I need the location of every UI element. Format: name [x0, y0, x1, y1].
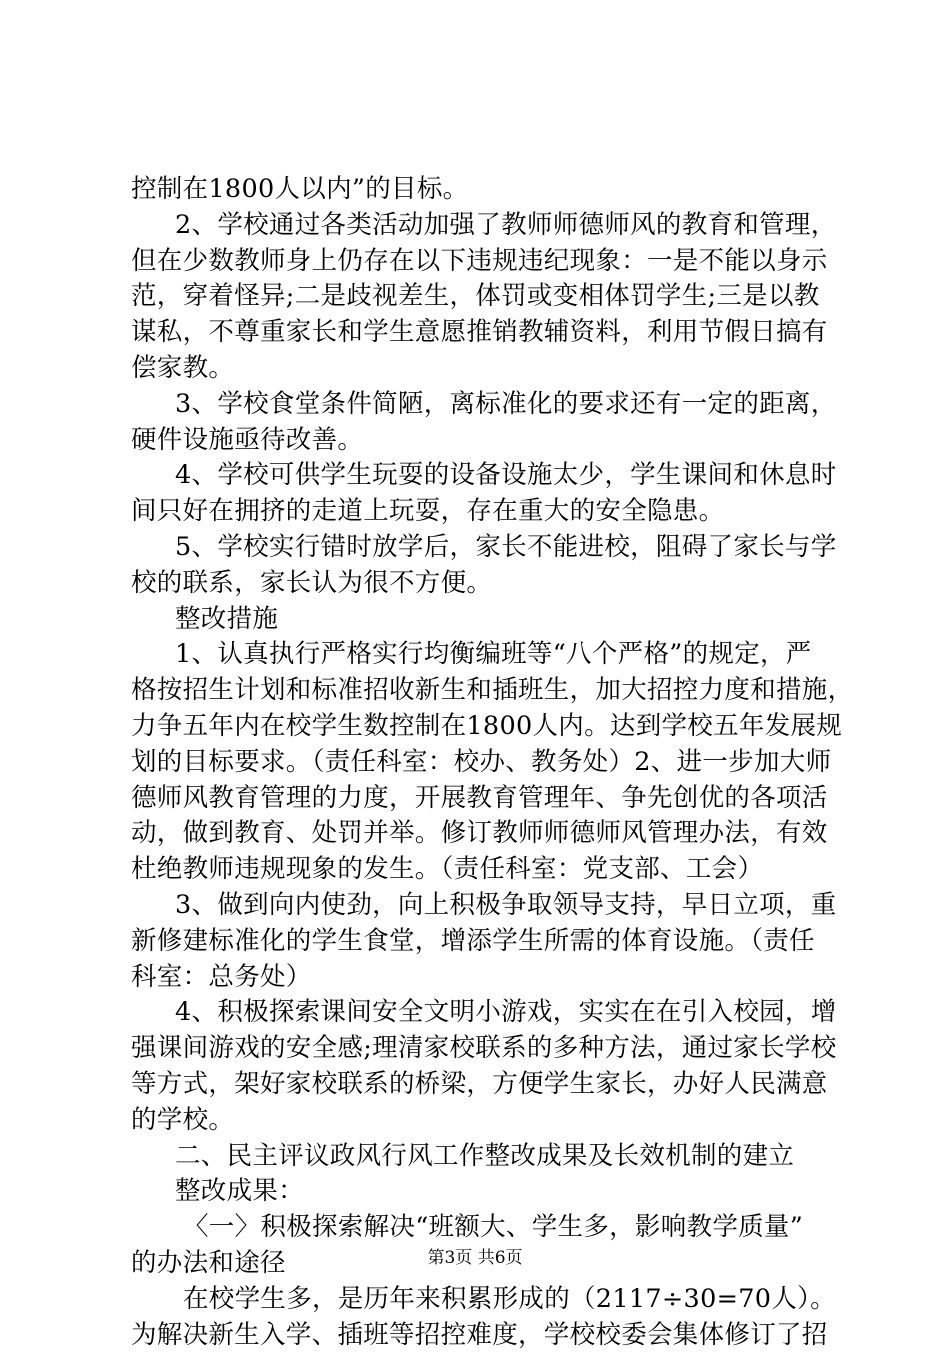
text-line: 为解决新生入学、插班等招控难度，学校校委会集体修订了招 [131, 1318, 831, 1353]
text-line: 整改措施 [131, 602, 831, 638]
text-line: 5、学校实行错时放学后，家长不能进校，阻碍了家长与学 [131, 530, 831, 566]
text-line: 德师风教育管理的力度，开展教育管理年、争先创优的各项活 [131, 781, 831, 817]
text-line: 〈一〉积极探索解决“班额大、学生多，影响教学质量” [131, 1210, 831, 1246]
text-line: 强课间游戏的安全感;理清家校联系的多种方法，通过家长学校 [131, 1031, 831, 1067]
text-line: 等方式，架好家校联系的桥梁，方便学生家长，办好人民满意 [131, 1067, 831, 1103]
text-line: 划的目标要求。（责任科室：校办、教务处）2、进一步加大师 [131, 745, 831, 781]
text-line: 力争五年内在校学生数控制在1800人内。达到学校五年发展规 [131, 709, 831, 745]
text-line: 控制在1800人以内”的目标。 [131, 172, 831, 208]
text-line: 格按招生计划和标准招收新生和插班生，加大招控力度和措施， [131, 673, 831, 709]
text-line: 1、认真执行严格实行均衡编班等“八个严格”的规定，严 [131, 637, 831, 673]
text-line: 4、学校可供学生玩耍的设备设施太少，学生课间和休息时 [131, 458, 831, 494]
text-line: 硬件设施亟待改善。 [131, 423, 831, 459]
text-line: 谋私，不尊重家长和学生意愿推销教辅资料，利用节假日搞有 [131, 315, 831, 351]
page-footer [0, 1243, 950, 1268]
text-line: 在校学生多，是历年来积累形成的（2117÷30=70人）。 [131, 1282, 831, 1318]
text-line: 二、民主评议政风行风工作整改成果及长效机制的建立 [131, 1139, 831, 1175]
text-line: 3、做到向内使劲，向上积极争取领导支持，早日立项，重 [131, 888, 831, 924]
document-body [131, 172, 831, 1353]
text-line: 间只好在拥挤的走道上玩耍，存在重大的安全隐患。 [131, 494, 831, 530]
text-line: 的办法和途径 [131, 1246, 831, 1282]
text-line: 整改成果： [131, 1174, 831, 1210]
page-number: 第3页 共6页 [427, 1248, 522, 1268]
text-line: 2、学校通过各类活动加强了教师师德师风的教育和管理， [131, 208, 831, 244]
text-line: 偿家教。 [131, 351, 831, 387]
text-line: 科室：总务处） [131, 960, 831, 996]
text-line: 校的联系，家长认为很不方便。 [131, 566, 831, 602]
text-line: 杜绝教师违规现象的发生。（责任科室：党支部、工会） [131, 852, 831, 888]
text-line: 范，穿着怪异;二是歧视差生，体罚或变相体罚学生;三是以教 [131, 279, 831, 315]
text-line: 的学校。 [131, 1103, 831, 1139]
text-line: 动，做到教育、处罚并举。修订教师师德师风管理办法，有效 [131, 816, 831, 852]
text-line: 3、学校食堂条件简陋，离标准化的要求还有一定的距离， [131, 387, 831, 423]
text-line: 但在少数教师身上仍存在以下违规违纪现象：一是不能以身示 [131, 244, 831, 280]
text-line: 4、积极探索课间安全文明小游戏，实实在在引入校园，增 [131, 995, 831, 1031]
text-line: 新修建标准化的学生食堂，增添学生所需的体育设施。（责任 [131, 924, 831, 960]
